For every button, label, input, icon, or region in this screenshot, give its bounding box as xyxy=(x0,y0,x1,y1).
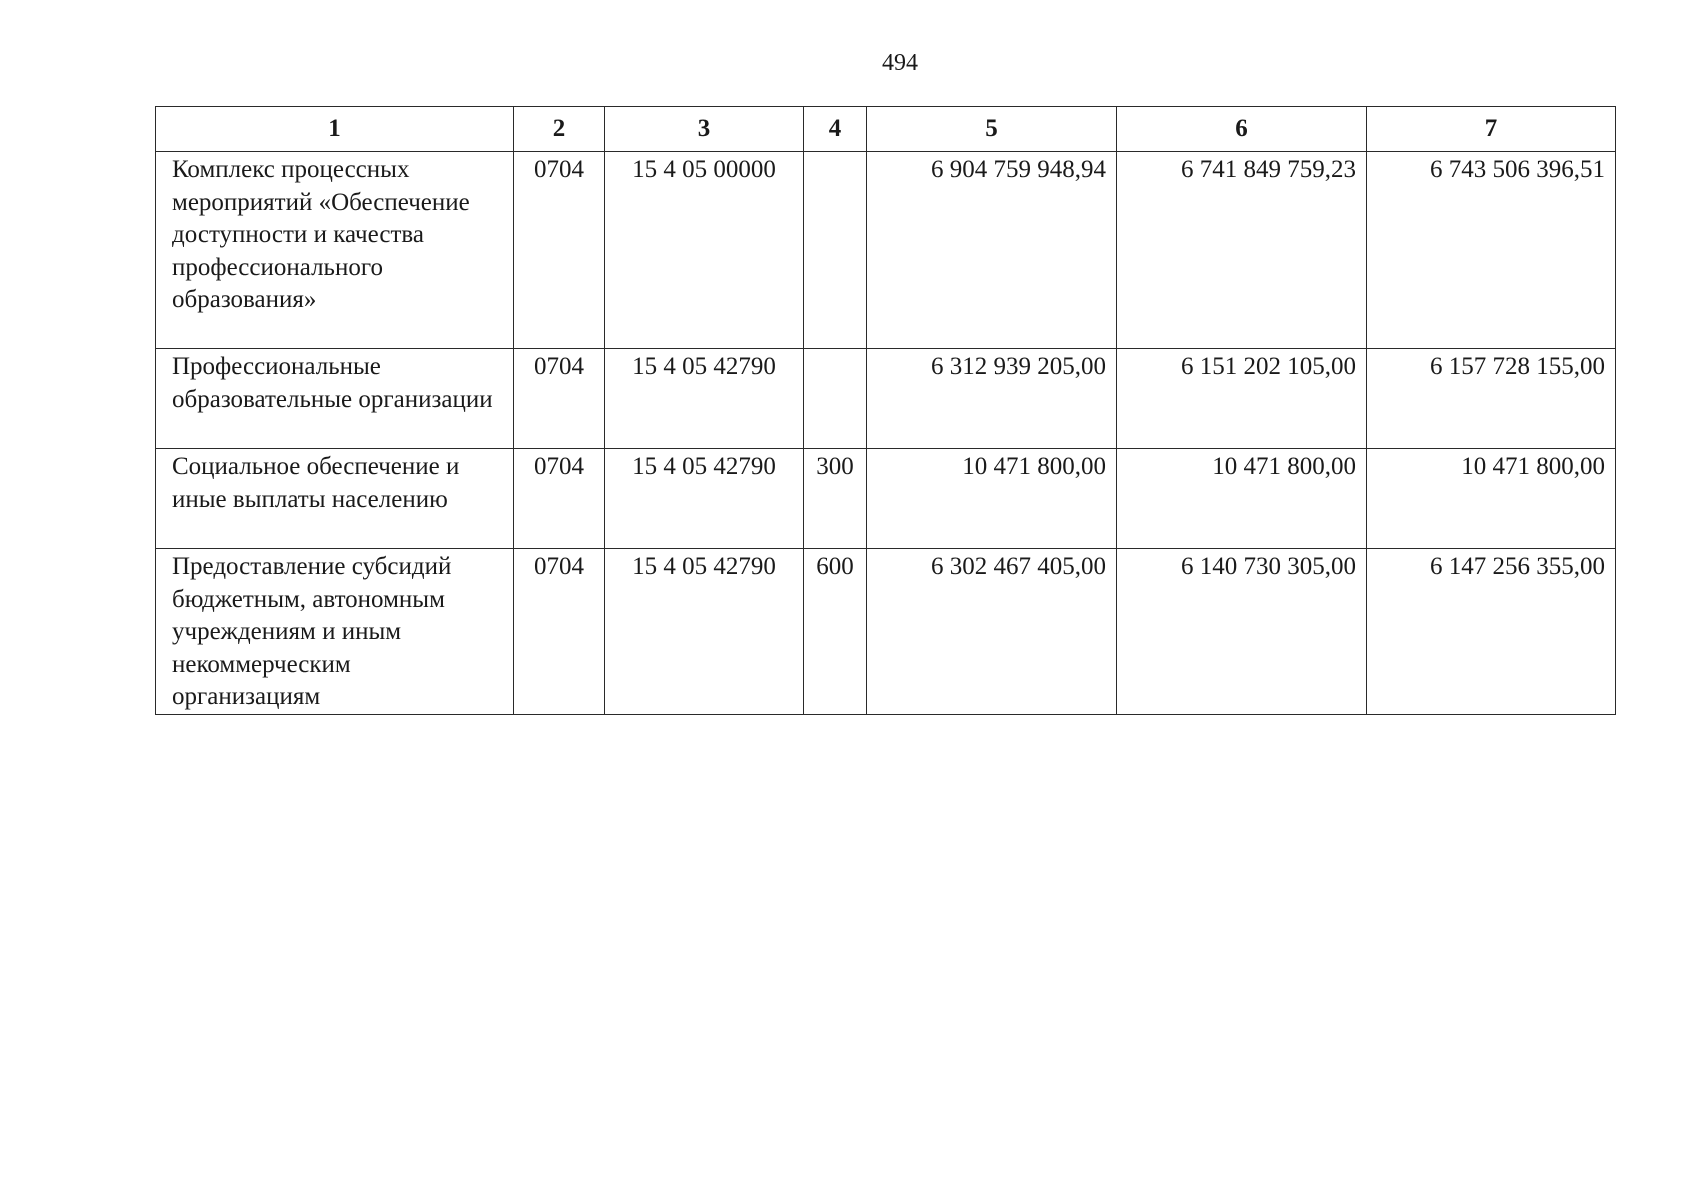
amount-col-6: 10 471 800,00 xyxy=(1117,449,1367,549)
amount-col-7: 10 471 800,00 xyxy=(1367,449,1616,549)
column-header-7: 7 xyxy=(1367,107,1616,152)
amount-col-6: 6 140 730 305,00 xyxy=(1117,549,1367,715)
column-header-3: 3 xyxy=(605,107,804,152)
column-header-1: 1 xyxy=(156,107,514,152)
column-header-5: 5 xyxy=(867,107,1117,152)
expense-type-code: 600 xyxy=(804,549,867,715)
amount-col-5: 6 312 939 205,00 xyxy=(867,349,1117,449)
target-article-code: 15 4 05 42790 xyxy=(605,549,804,715)
section-code: 0704 xyxy=(514,549,605,715)
column-header-6: 6 xyxy=(1117,107,1367,152)
table-row xyxy=(156,549,1616,715)
amount-col-5: 10 471 800,00 xyxy=(867,449,1117,549)
table-header-row xyxy=(156,107,1616,152)
page-number: 494 xyxy=(882,50,918,76)
row-name: Предоставление субсидий бюджетным, автономным учреждениям и иным некоммерческим организациям xyxy=(156,549,514,715)
row-name: Социальное обеспечение и иные выплаты населению xyxy=(156,449,514,549)
section-code: 0704 xyxy=(514,449,605,549)
amount-col-7: 6 743 506 396,51 xyxy=(1367,152,1616,349)
row-name: Комплекс процессных мероприятий «Обеспечение доступности и качества профессионального образования» xyxy=(156,152,514,349)
section-code: 0704 xyxy=(514,152,605,349)
section-code: 0704 xyxy=(514,349,605,449)
target-article-code: 15 4 05 42790 xyxy=(605,449,804,549)
amount-col-7: 6 157 728 155,00 xyxy=(1367,349,1616,449)
table-row xyxy=(156,349,1616,449)
column-header-4: 4 xyxy=(804,107,867,152)
amount-col-6: 6 741 849 759,23 xyxy=(1117,152,1367,349)
table-row xyxy=(156,152,1616,349)
expense-type-code xyxy=(804,349,867,449)
expense-type-code: 300 xyxy=(804,449,867,549)
table-row xyxy=(156,449,1616,549)
budget-table xyxy=(155,106,1616,715)
row-name: Профессиональные образовательные организации xyxy=(156,349,514,449)
target-article-code: 15 4 05 00000 xyxy=(605,152,804,349)
target-article-code: 15 4 05 42790 xyxy=(605,349,804,449)
amount-col-5: 6 904 759 948,94 xyxy=(867,152,1117,349)
expense-type-code xyxy=(804,152,867,349)
amount-col-5: 6 302 467 405,00 xyxy=(867,549,1117,715)
amount-col-6: 6 151 202 105,00 xyxy=(1117,349,1367,449)
column-header-2: 2 xyxy=(514,107,605,152)
amount-col-7: 6 147 256 355,00 xyxy=(1367,549,1616,715)
